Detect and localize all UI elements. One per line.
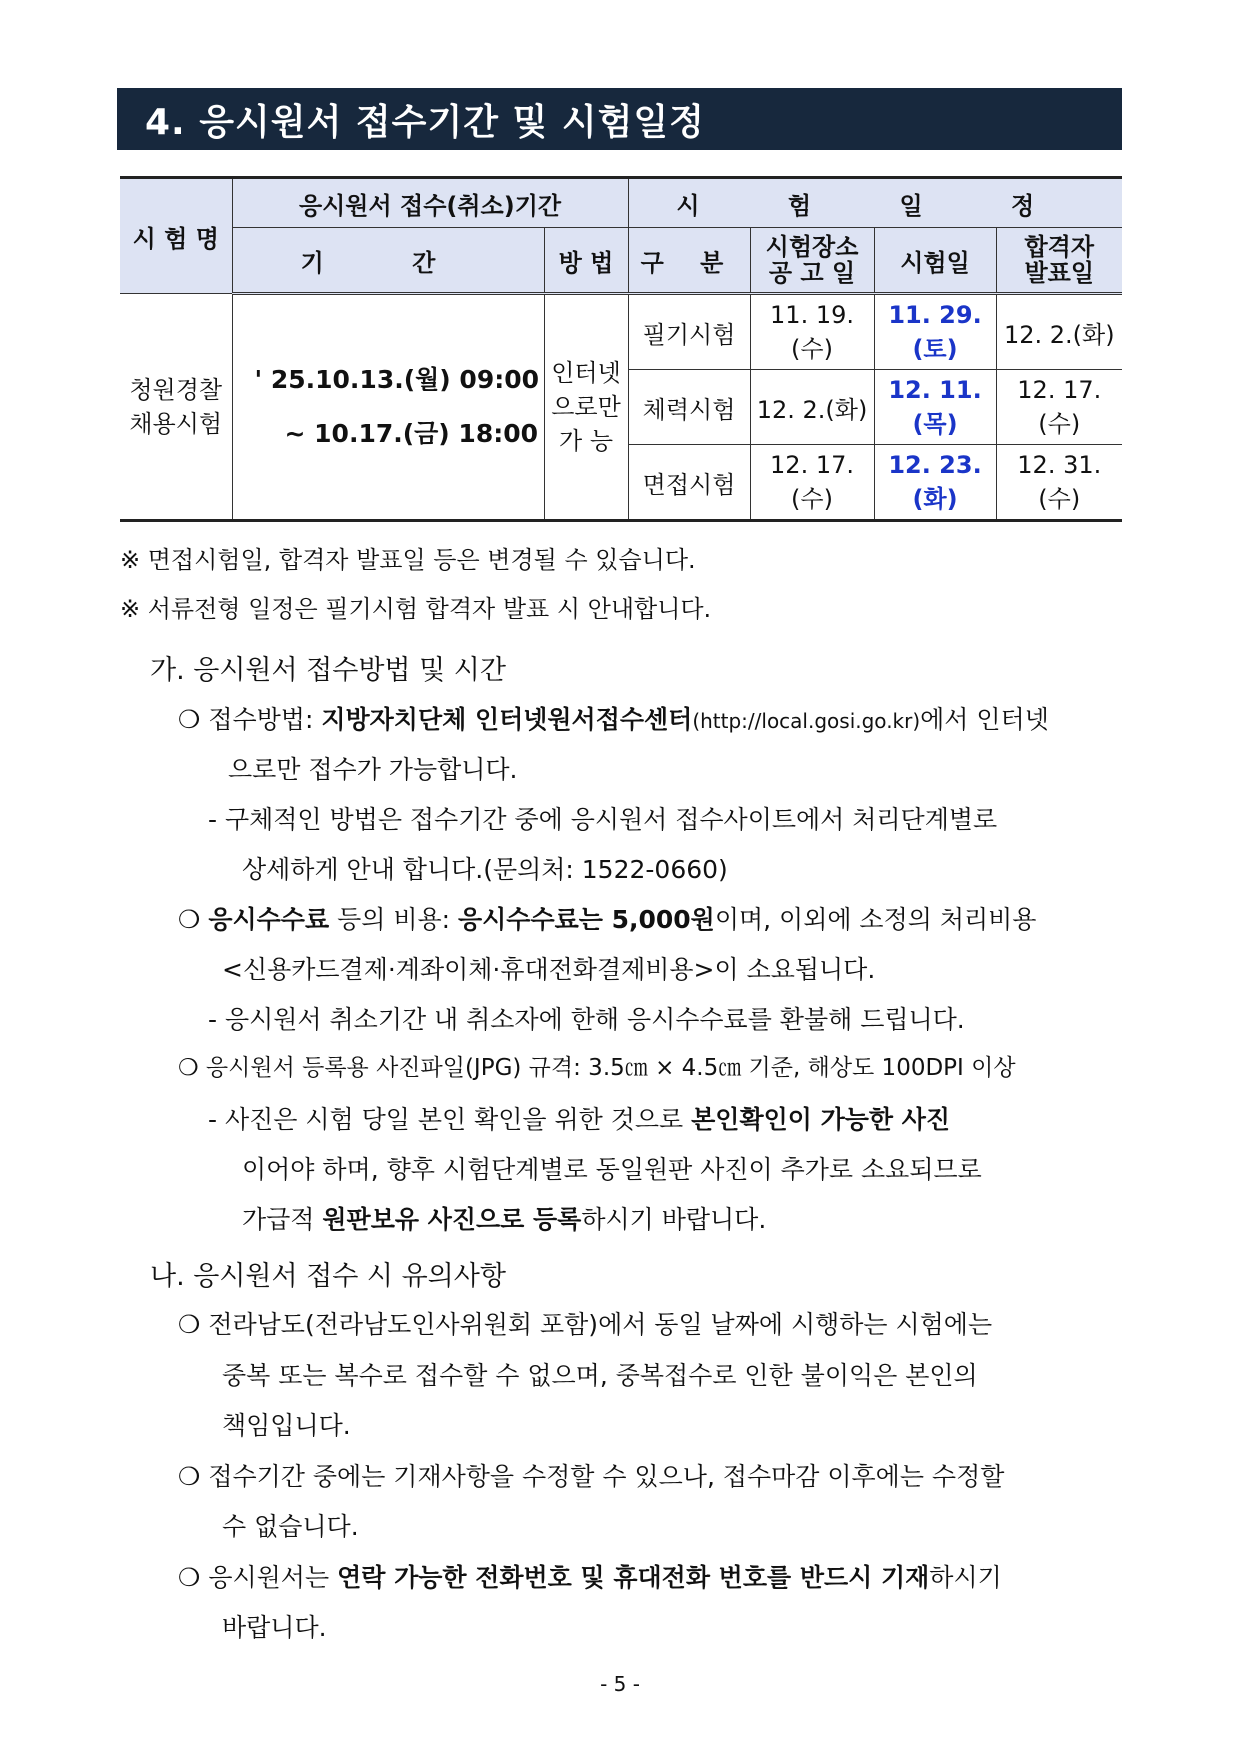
caution-3-post: 하시기 xyxy=(929,1563,1002,1592)
schedule-table xyxy=(120,176,1122,522)
bullet-method-url: (http://local.gosi.go.kr) xyxy=(692,709,921,733)
bullet-fee-cont: <신용카드결제·계좌이체·휴대전화결제비용>이 소요됩니다. xyxy=(222,955,876,984)
header-venue-notice-line2: 공 고 일 xyxy=(768,259,856,287)
caution-3-line1 xyxy=(178,1558,1002,1594)
bullet-fee-pre: ❍ xyxy=(178,905,209,934)
method-line1: 인터넷 xyxy=(551,359,621,387)
bullet-fee-mid: 등의 비용: xyxy=(329,905,458,934)
bullet-fee-bold2: 응시수수료는 5,000원 xyxy=(458,905,715,934)
header-result-date xyxy=(996,228,1122,294)
row-exam-date: 12. 23.(화) xyxy=(874,445,996,521)
detail-photo-3-pre: 가급적 xyxy=(242,1205,323,1234)
bullet-method xyxy=(178,700,1049,736)
method-line3: 가 능 xyxy=(559,427,613,455)
caution-3-line2: 바랍니다. xyxy=(222,1613,327,1642)
header-venue-notice xyxy=(750,228,874,294)
caution-2-line1: ❍ 접수기간 중에는 기재사항을 수정할 수 있으나, 접수마감 이후에는 수정할 xyxy=(178,1462,1005,1491)
header-type: 구 분 xyxy=(628,228,750,294)
method-cell xyxy=(544,294,628,521)
exam-name-line2: 채용시험 xyxy=(129,409,223,438)
row-result-date: 12. 2.(화) xyxy=(996,294,1122,370)
caution-1-line3: 책임입니다. xyxy=(222,1411,351,1440)
header-schedule-group: 시 험 일 정 xyxy=(628,178,1122,228)
row-type: 면접시험 xyxy=(628,445,750,521)
row-type: 필기시험 xyxy=(628,294,750,370)
row-venue-date: 11. 19.(수) xyxy=(750,294,874,370)
caution-2-line2: 수 없습니다. xyxy=(222,1512,359,1541)
row-exam-date: 11. 29.(토) xyxy=(874,294,996,370)
bullet-method-bold: 지방자치단체 인터넷원서접수센터 xyxy=(321,705,693,734)
detail-photo-3-post: 하시기 바랍니다. xyxy=(581,1205,767,1234)
bullet-fee-bold1: 응시수수료 xyxy=(208,905,330,934)
section-title-bar xyxy=(117,88,1122,150)
note-2: ※ 서류전형 일정은 필기시험 합격자 발표 시 안내합니다. xyxy=(120,595,712,623)
bullet-method-post: 에서 인터넷 xyxy=(920,705,1049,734)
bullet-method-cont: 으로만 접수가 가능합니다. xyxy=(228,755,518,784)
row-exam-date: 12. 11.(목) xyxy=(874,370,996,445)
row-result-date: 12. 31.(수) xyxy=(996,445,1122,521)
header-result-line2: 발표일 xyxy=(1024,259,1095,287)
detail-photo-bold: 본인확인이 가능한 사진 xyxy=(691,1105,951,1134)
header-period: 기 간 xyxy=(232,228,544,294)
caution-3-bold: 연락 가능한 전화번호 및 휴대전화 번호를 반드시 기재 xyxy=(337,1563,930,1592)
bullet-photo: ❍ 응시원서 등록용 사진파일(JPG) 규격: 3.5㎝ × 4.5㎝ 기준, 해상도 100DPI 이상 xyxy=(178,1055,1016,1081)
caution-1-line1: ❍ 전라남도(전라남도인사위원회 포함)에서 동일 날짜에 시행하는 시험에는 xyxy=(178,1310,993,1339)
row-result-date: 12. 17.(수) xyxy=(996,370,1122,445)
section-a-heading: 가. 응시원서 접수방법 및 시간 xyxy=(150,655,506,686)
section-title: 4. 응시원서 접수기간 및 시험일정 xyxy=(145,101,705,143)
detail-method-2: 상세하게 안내 합니다.(문의처: 1522-0660) xyxy=(242,855,728,884)
row-venue-date: 12. 2.(화) xyxy=(750,370,874,445)
section-b-heading: 나. 응시원서 접수 시 유의사항 xyxy=(150,1261,506,1292)
period-end: ~ 10.17.(금) 18:00 xyxy=(284,419,539,448)
page-number: - 5 - xyxy=(600,1672,640,1696)
bullet-fee xyxy=(178,900,1036,936)
header-venue-notice-line1: 시험장소 xyxy=(765,233,859,261)
header-exam-name: 시 험 명 xyxy=(120,178,232,294)
header-period-group: 응시원서 접수(취소)기간 xyxy=(232,178,628,228)
header-exam-date: 시험일 xyxy=(874,228,996,294)
detail-photo-pre: - 사진은 시험 당일 본인 확인을 위한 것으로 xyxy=(208,1105,692,1134)
bullet-method-pre: ❍ 접수방법: xyxy=(178,705,322,734)
header-method: 방 법 xyxy=(544,228,628,294)
row-venue-date: 12. 17.(수) xyxy=(750,445,874,521)
detail-photo-3 xyxy=(242,1200,766,1236)
exam-name-line1: 청원경찰 xyxy=(129,375,223,404)
header-result-line1: 합격자 xyxy=(1024,233,1095,261)
exam-name-cell xyxy=(120,294,232,521)
row-type: 체력시험 xyxy=(628,370,750,445)
bullet-fee-post: 이며, 이외에 소정의 처리비용 xyxy=(714,905,1037,934)
detail-method-1: - 구체적인 방법은 접수기간 중에 응시원서 접수사이트에서 처리단계별로 xyxy=(208,805,998,834)
note-1: ※ 면접시험일, 합격자 발표일 등은 변경될 수 있습니다. xyxy=(120,546,696,574)
period-start: ' 25.10.13.(월) 09:00 xyxy=(254,365,540,394)
detail-fee-1: - 응시원서 취소기간 내 취소자에 한해 응시수수료를 환불해 드립니다. xyxy=(208,1005,965,1034)
method-line2: 으로만 xyxy=(551,393,621,421)
period-cell xyxy=(232,294,544,521)
detail-photo-2: 이어야 하며, 향후 시험단계별로 동일원판 사진이 추가로 소요되므로 xyxy=(242,1155,982,1184)
detail-photo-1 xyxy=(208,1100,950,1136)
caution-1-line2: 중복 또는 복수로 접수할 수 없으며, 중복접수로 인한 불이익은 본인의 xyxy=(222,1361,978,1390)
caution-3-pre: ❍ 응시원서는 xyxy=(178,1563,338,1592)
detail-photo-3-bold: 원판보유 사진으로 등록 xyxy=(322,1205,582,1234)
